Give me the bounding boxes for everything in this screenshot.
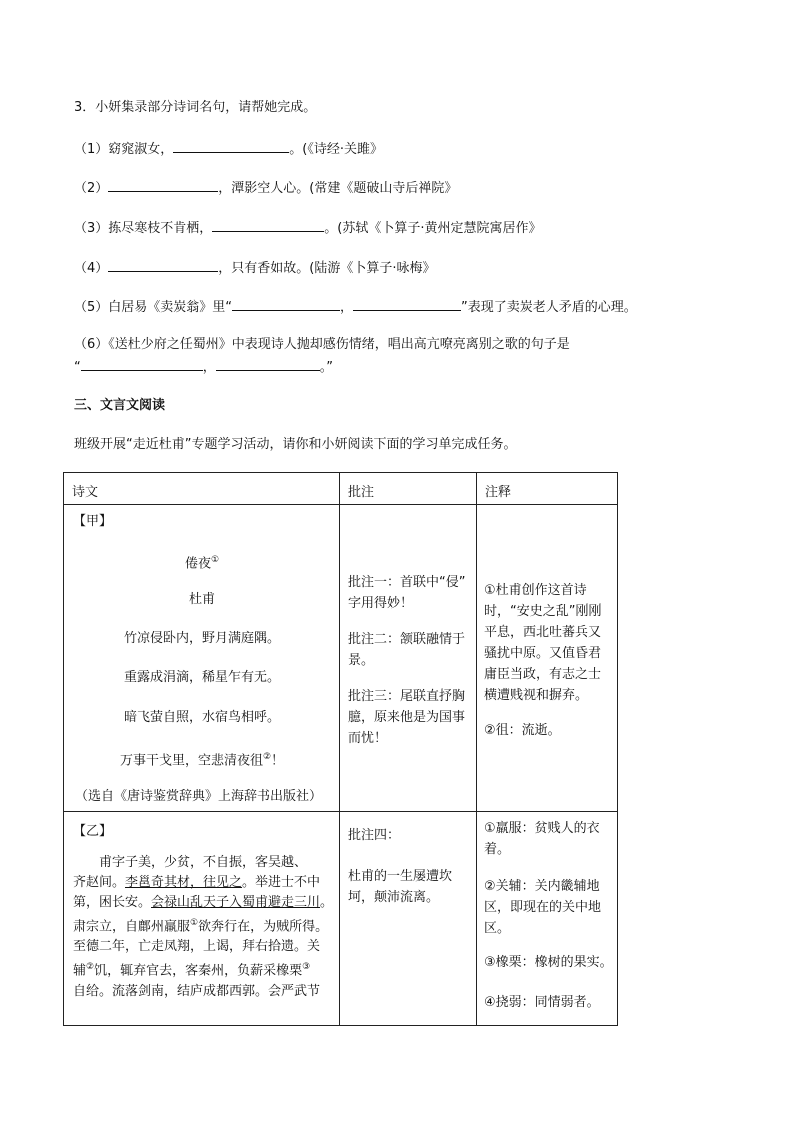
q3-item-6-blank-2[interactable] xyxy=(216,357,320,371)
q3-item-2-prefix: （2） xyxy=(74,181,109,196)
yi-line-6: 辅②饥，辄弃官去，客秦州，负薪采橡栗③ xyxy=(73,962,311,979)
q3-item-5-suffix: ”表现了卖炭老人矛盾的心理。 xyxy=(461,300,637,315)
table-row-jia xyxy=(64,505,618,812)
jia-notes-cell xyxy=(477,505,618,812)
jia-author: 杜甫 xyxy=(188,592,215,607)
jia-title-note-mark: ① xyxy=(210,555,220,565)
yi-note-1: ①羸服：贫贱人的衣 着。 xyxy=(484,821,600,857)
q3-intro: 3．小妍集录部分诗词名句，请帮她完成。 xyxy=(74,100,317,115)
yi-line-1: 甫字子美，少贫，不自振，客吴越、 xyxy=(99,855,308,870)
q3-item-3-prefix: （3）拣尽寒枝不肯栖， xyxy=(74,221,213,236)
q3-item-1-blank[interactable] xyxy=(173,139,289,153)
q3-item-5-blank-2[interactable] xyxy=(353,297,461,311)
yi-note-mark-1: ① xyxy=(190,918,199,928)
study-table xyxy=(63,472,618,1026)
q3-item-3-blank[interactable] xyxy=(212,218,324,232)
q3-item-5 xyxy=(74,297,637,317)
jia-line-4-note-mark: ② xyxy=(262,752,272,762)
q3-item-4 xyxy=(74,258,436,278)
q3-item-5-blank-1[interactable] xyxy=(232,297,340,311)
jia-line-3: 暗飞萤自照，水宿鸟相呼。 xyxy=(123,710,280,725)
q3-item-6-line2 xyxy=(74,357,333,377)
q3-item-5-prefix: （5）白居易《卖炭翁》里“ xyxy=(74,300,233,315)
q3-item-4-blank[interactable] xyxy=(108,258,218,272)
jia-tag: 【甲】 xyxy=(73,514,113,529)
table-header-row xyxy=(64,473,618,505)
annotation-1: 批注一：首联中“侵” 字用得妙！ xyxy=(348,575,466,611)
q3-item-4-prefix: （4） xyxy=(74,261,109,276)
q3-item-6-open: “ xyxy=(74,360,81,375)
q3-item-3 xyxy=(74,218,542,238)
section-title: 三、文言文阅读 xyxy=(74,398,166,413)
q3-item-6-close: 。” xyxy=(319,360,334,375)
yi-passage xyxy=(73,853,335,1002)
jia-note-1: ①杜甫创作这首诗 时，“安史之乱”刚刚 平息，西北吐蕃兵又 骚扰中原。又值昏君 庸臣当政，有志之士 横遭贱视和摒弃。 xyxy=(484,583,602,703)
jia-annotation-cell xyxy=(340,505,477,812)
q3-item-5-mid: ， xyxy=(340,300,354,315)
q3-item-6-mid: ， xyxy=(202,360,216,375)
yi-underlined-2: 会禄山乱天子入蜀甫避走三川 xyxy=(151,895,321,910)
table-row-yi xyxy=(64,812,618,1026)
q3-item-1-suffix: 。(《诗经·关雎》 xyxy=(289,142,383,157)
q3-item-3-suffix: 。(苏轼《卜算子·黄州定慧院寓居作》 xyxy=(324,221,542,236)
jia-source: （选自《唐诗鉴赏辞典》上海辞书出版社） xyxy=(75,789,323,804)
yi-line-7: 自给。流落剑南，结庐成都西郭。会严武节 xyxy=(73,983,321,999)
q3-item-1 xyxy=(74,139,383,159)
annotation-3: 批注三：尾联直抒胸 臆，原来他是为国事 而忧！ xyxy=(348,689,466,746)
yi-line-4: 肃宗立，自鄜州羸服①欲奔行在，为贼所得。 xyxy=(73,918,329,935)
yi-tag: 【乙】 xyxy=(73,824,113,839)
q3-item-2-blank[interactable] xyxy=(108,178,218,192)
yi-line-2: 齐赵间。李邕奇其材，往见之。举进士不中 xyxy=(73,875,321,890)
header-cell-poem: 诗文 xyxy=(64,473,340,505)
jia-line-2: 重露成涓滴，稀星乍有无。 xyxy=(123,670,280,685)
yi-annotation-cell xyxy=(340,812,477,1026)
header-cell-annotation: 批注 xyxy=(340,473,477,505)
q3-item-2-suffix: ，潭影空人心。(常建《题破山寺后禅院》 xyxy=(218,181,458,196)
yi-note-2: ②关辅：关内畿辅地 区，即现在的关中地 区。 xyxy=(484,879,602,936)
annotation-4-title: 批注四： xyxy=(348,828,401,843)
q3-item-2 xyxy=(74,178,457,198)
jia-line-4: 万事干戈里，空悲清夜徂②！ xyxy=(119,752,285,769)
yi-line-5: 至德二年，亡走凤翔，上谒，拜右拾遗。关 xyxy=(73,939,321,955)
jia-title: 倦夜① xyxy=(184,555,220,572)
q3-item-4-suffix: ，只有香如故。(陆游《卜算子·咏梅》 xyxy=(218,261,436,276)
yi-note-4: ④挠弱：同情弱者。 xyxy=(484,995,600,1010)
jia-note-2: ②徂：流逝。 xyxy=(484,723,561,738)
q3-item-6-line1: （6）《送杜少府之任蜀州》中表现诗人抛却感伤情绪，唱出高亢嘹亮离别之歌的句子是 xyxy=(74,337,570,352)
yi-notes-cell xyxy=(477,812,618,1026)
section-intro: 班级开展“走近杜甫”专题学习活动，请你和小妍阅读下面的学习单完成任务。 xyxy=(74,437,517,452)
annotation-4: 杜甫的一生屡遭坎 坷，颠沛流离。 xyxy=(348,869,453,905)
yi-note-mark-3: ③ xyxy=(302,962,311,973)
q3-item-1-prefix: （1）窈窕淑女， xyxy=(74,142,174,157)
yi-underlined-1: 李邕奇其材，往见之 xyxy=(125,875,243,890)
jia-poem-cell xyxy=(64,505,340,812)
q3-item-6-blank-1[interactable] xyxy=(81,357,203,371)
yi-text-cell xyxy=(64,812,340,1026)
annotation-2: 批注二：颔联融情于 景。 xyxy=(348,632,466,668)
yi-line-3: 第，困长安。会禄山乱天子入蜀甫避走三川。 xyxy=(73,895,334,910)
header-cell-notes: 注释 xyxy=(477,473,618,505)
yi-note-3: ③橡栗：橡树的果实。 xyxy=(484,955,613,970)
yi-note-mark-2: ② xyxy=(86,962,95,973)
jia-line-1: 竹凉侵卧内，野月满庭隅。 xyxy=(123,631,280,646)
